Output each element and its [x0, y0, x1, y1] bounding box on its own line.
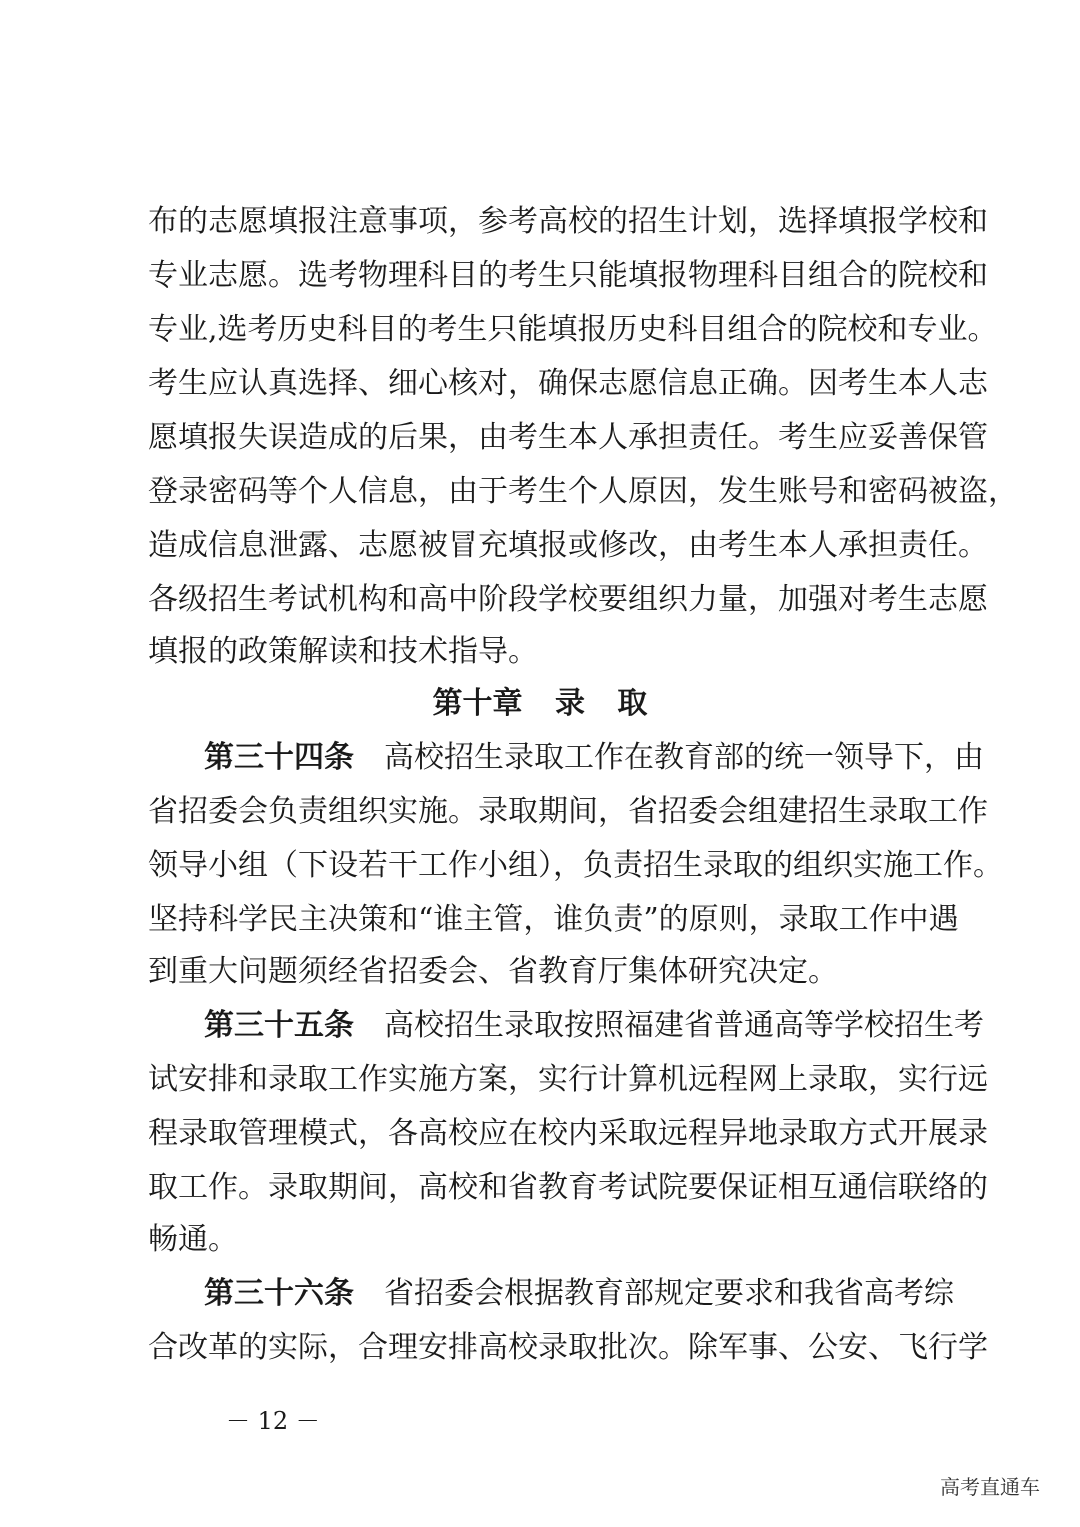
chapter-heading: 第十章 录 取 [432, 686, 648, 721]
article-34-first-line [204, 740, 984, 776]
body-line: 省招委会负责组织实施。录取期间，省招委会组建招生录取工作 [148, 794, 988, 829]
article-36-first-line [204, 1276, 954, 1312]
body-line: 到重大问题须经省招委会、省教育厅集体研究决定。 [148, 954, 838, 989]
article-label: 第三十五条 [204, 1008, 354, 1043]
watermark: 高考直通车 [940, 1475, 1040, 1499]
body-line: 程录取管理模式，各高校应在校内采取远程异地录取方式开展录 [148, 1116, 988, 1151]
body-line: 畅通。 [148, 1222, 238, 1257]
body-line: 专业,选考历史科目的考生只能填报历史科目组合的院校和专业。 [148, 312, 998, 347]
body-line: 填报的政策解读和技术指导。 [148, 634, 538, 669]
body-line: 布的志愿填报注意事项，参考高校的招生计划，选择填报学校和 [148, 204, 988, 239]
body-line: 领导小组（下设若干工作小组），负责招生录取的组织实施工作。 [148, 848, 1003, 883]
page-number: － 12 － [226, 1407, 320, 1435]
body-line: 登录密码等个人信息，由于考生个人原因，发生账号和密码被盗， [148, 474, 1018, 509]
article-35-first-line [204, 1008, 984, 1044]
article-label: 第三十四条 [204, 740, 354, 775]
body-line: 合改革的实际，合理安排高校录取批次。除军事、公安、飞行学 [148, 1330, 988, 1365]
article-label: 第三十六条 [204, 1276, 354, 1311]
body-line: 造成信息泄露、志愿被冒充填报或修改，由考生本人承担责任。 [148, 528, 988, 563]
body-line: 试安排和录取工作实施方案，实行计算机远程网上录取，实行远 [148, 1062, 988, 1097]
body-text: 高校招生录取工作在教育部的统一领导下，由 [384, 740, 984, 775]
body-text: 省招委会根据教育部规定要求和我省高考综 [384, 1276, 954, 1311]
body-line: 愿填报失误造成的后果，由考生本人承担责任。考生应妥善保管 [148, 420, 988, 455]
body-line: 坚持科学民主决策和“谁主管，谁负责”的原则，录取工作中遇 [148, 902, 959, 937]
body-line: 取工作。录取期间，高校和省教育考试院要保证相互通信联络的 [148, 1170, 988, 1205]
body-line: 专业志愿。选考物理科目的考生只能填报物理科目组合的院校和 [148, 258, 988, 293]
body-line: 各级招生考试机构和高中阶段学校要组织力量，加强对考生志愿 [148, 582, 988, 617]
body-line: 考生应认真选择、细心核对，确保志愿信息正确。因考生本人志 [148, 366, 988, 401]
body-text: 高校招生录取按照福建省普通高等学校招生考 [384, 1008, 984, 1043]
